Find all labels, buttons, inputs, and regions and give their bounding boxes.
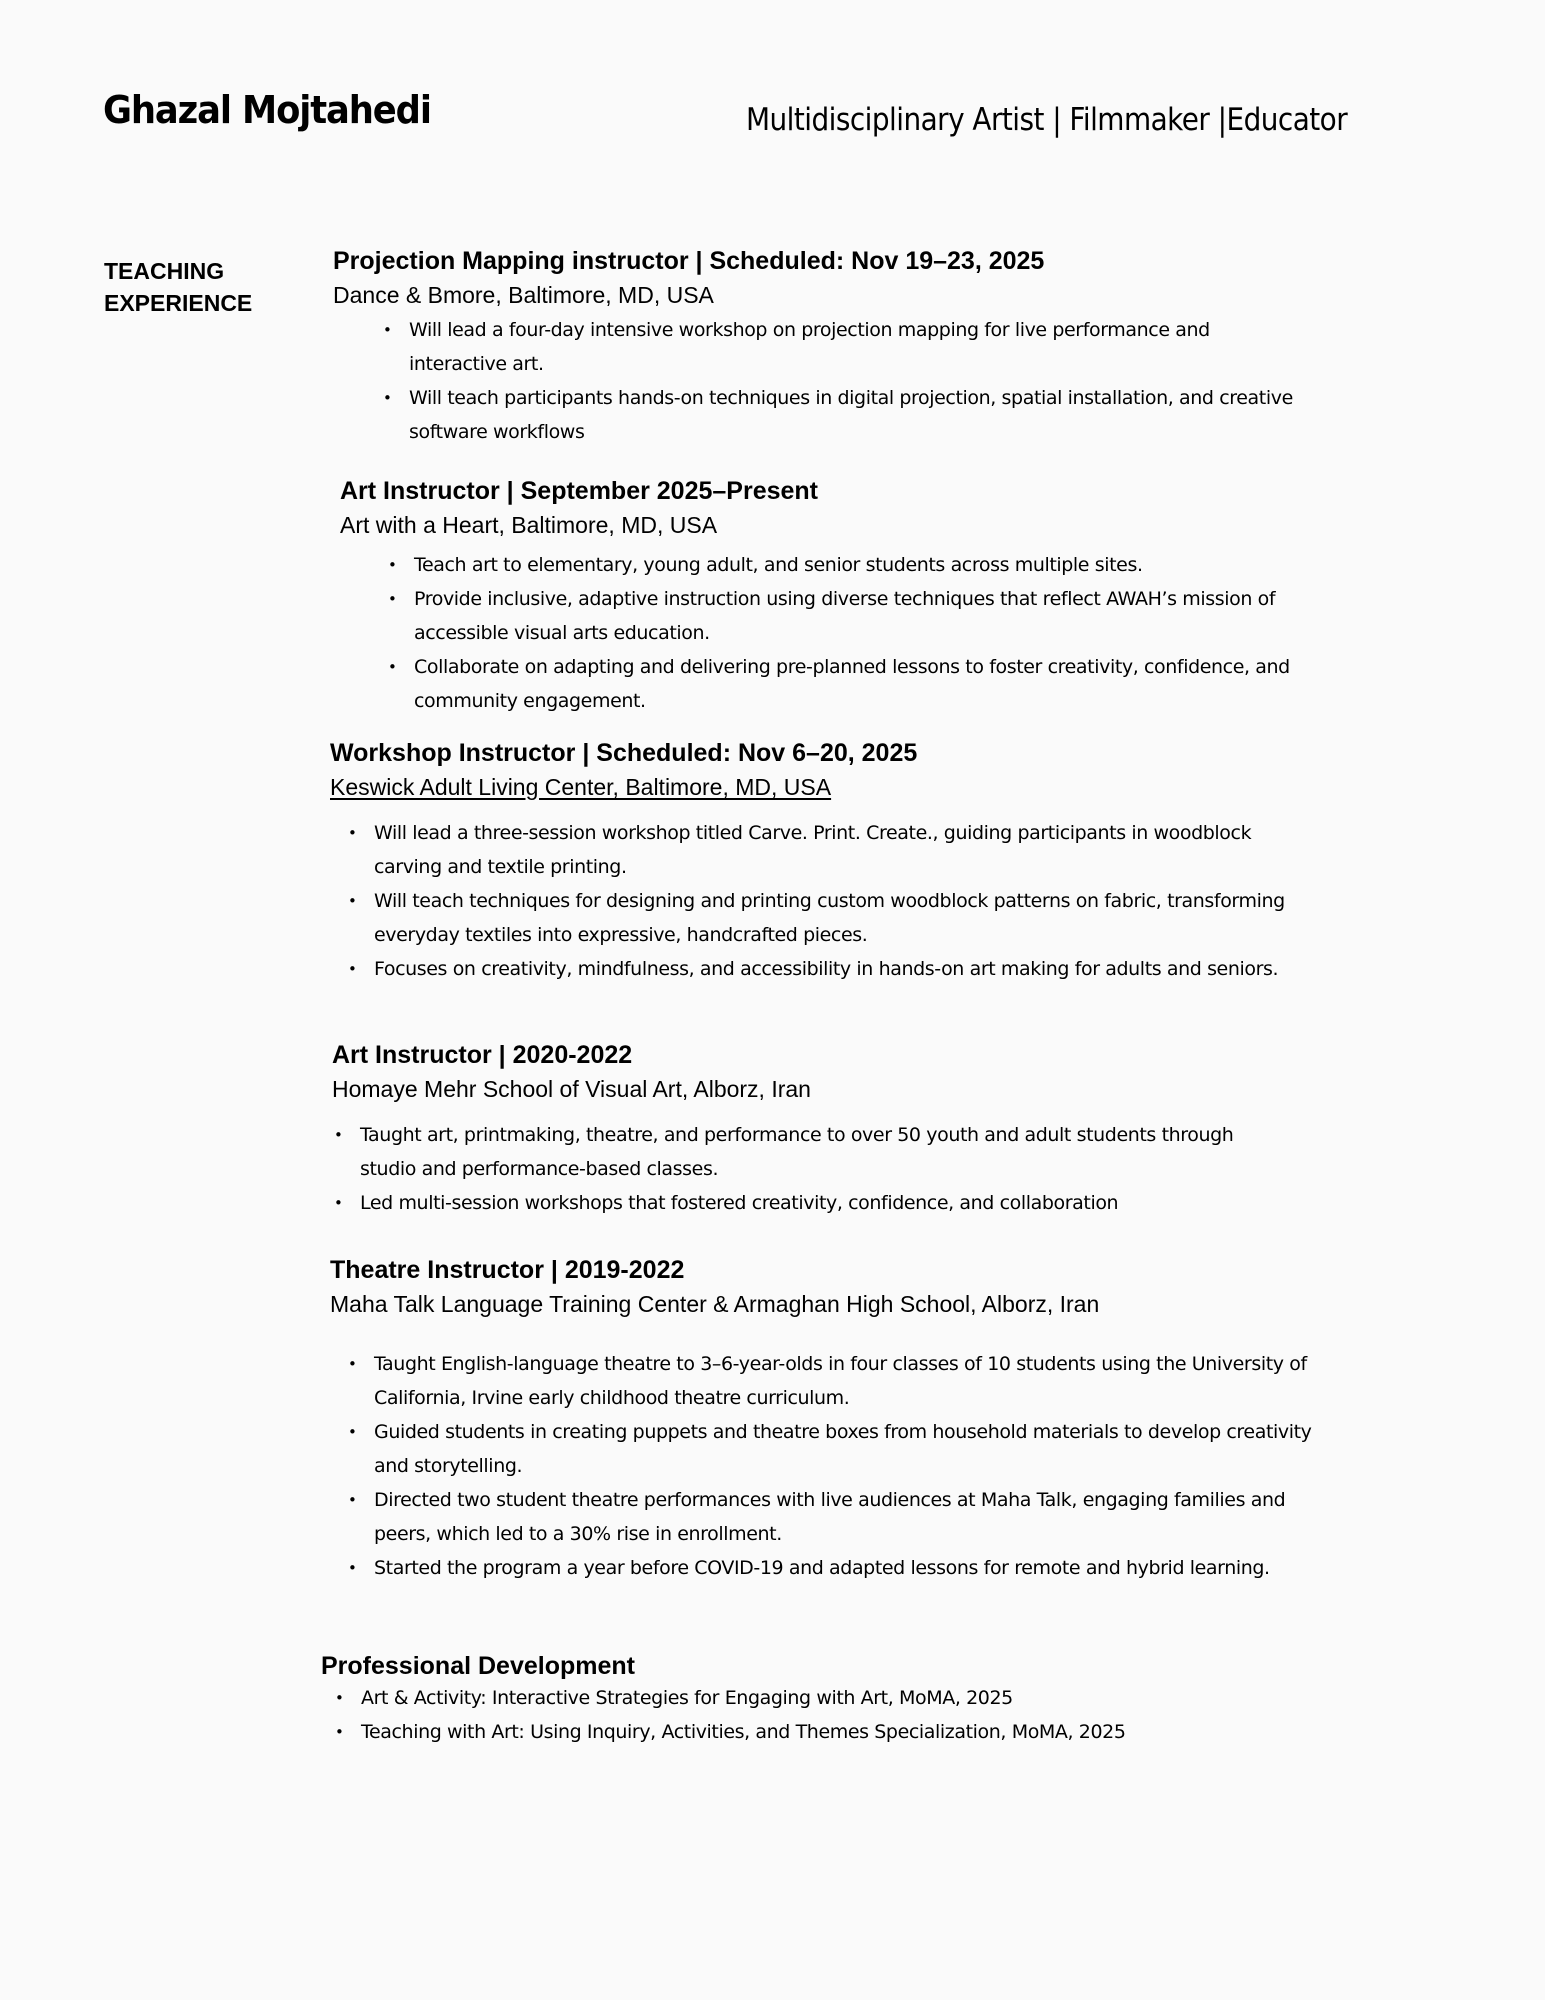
professional-development-section xyxy=(321,1649,1421,1749)
job-organization: Maha Talk Language Training Center & Armaghan High School, Alborz, Iran xyxy=(330,1291,1100,1317)
job-bullet: • Will teach techniques for designing and printing custom woodblock patterns on fabric, transforming everyday textiles into expressive, handcrafted pieces. xyxy=(348,884,1288,952)
job-bullet: • Guided students in creating puppets and theatre boxes from household materials to develop creativity and storytelling. xyxy=(348,1415,1318,1483)
job-bullet: • Taught art, printmaking, theatre, and performance to over 50 youth and adult students through studio and performance-based classes. xyxy=(334,1118,1254,1186)
job-organization: Dance & Bmore, Baltimore, MD, USA xyxy=(333,282,714,308)
job-title: Theatre Instructor | 2019-2022 xyxy=(330,1256,685,1284)
job-bullet: • Teach art to elementary, young adult, and senior students across multiple sites. xyxy=(388,548,1368,582)
professional-development-item: • Art & Activity: Interactive Strategies for Engaging with Art, MoMA, 2025 xyxy=(335,1681,1421,1715)
job-title: Art Instructor | September 2025–Present xyxy=(340,477,819,505)
job-entry xyxy=(333,244,1293,449)
professional-tagline: Multidisciplinary Artist | Filmmaker |Educator xyxy=(746,102,1348,138)
professional-development-item: • Teaching with Art: Using Inquiry, Activities, and Themes Specialization, MoMA, 2025 xyxy=(335,1715,1421,1749)
job-entry xyxy=(340,474,1340,718)
job-bullet: • Will lead a four-day intensive workshop on projection mapping for live performance and interactive art. xyxy=(383,313,1303,381)
job-bullet: • Collaborate on adapting and delivering pre-planned lessons to foster creativity, confidence, and community engagement. xyxy=(388,650,1368,718)
job-entry xyxy=(330,1253,1330,1585)
job-title: Art Instructor | 2020-2022 xyxy=(332,1041,633,1069)
job-title: Workshop Instructor | Scheduled: Nov 6–20, 2025 xyxy=(330,739,918,767)
job-bullet: • Will lead a three-session workshop titled Carve. Print. Create., guiding participants in woodblock carving and textile printing. xyxy=(348,816,1288,884)
section-label-line: TEACHING xyxy=(104,258,225,284)
job-organization: Homaye Mehr School of Visual Art, Alborz, Iran xyxy=(332,1076,811,1102)
professional-development-list xyxy=(335,1681,1421,1749)
job-bullet: • Directed two student theatre performances with live audiences at Maha Talk, engaging families and peers, which led to a 30% rise in enrollment. xyxy=(348,1483,1318,1551)
job-bullets xyxy=(348,816,1288,986)
job-bullet: • Led multi-session workshops that fostered creativity, confidence, and collaboration xyxy=(334,1186,1254,1220)
job-entry xyxy=(330,736,1330,986)
person-name: Ghazal Mojtahedi xyxy=(103,88,431,132)
job-bullet: • Focuses on creativity, mindfulness, and accessibility in hands-on art making for adults and seniors. xyxy=(348,952,1288,986)
job-organization-link[interactable]: Keswick Adult Living Center, Baltimore, MD, USA xyxy=(330,774,832,800)
job-bullets xyxy=(383,313,1303,449)
job-bullets xyxy=(334,1118,1254,1220)
job-bullet: • Provide inclusive, adaptive instruction using diverse techniques that reflect AWAH’s mission of accessible visual arts education. xyxy=(388,582,1368,650)
job-bullet: • Started the program a year before COVID-19 and adapted lessons for remote and hybrid learning. xyxy=(348,1551,1318,1585)
job-organization: Art with a Heart, Baltimore, MD, USA xyxy=(340,512,718,538)
section-heading-professional-development: Professional Development xyxy=(321,1652,635,1680)
job-bullet: • Taught English-language theatre to 3–6-year-olds in four classes of 10 students using the University of California, Irvine early childhood theatre curriculum. xyxy=(348,1347,1318,1415)
job-bullets xyxy=(388,548,1368,718)
job-entry xyxy=(332,1038,1332,1220)
job-bullet: • Will teach participants hands-on techniques in digital projection, spatial installation, and creative software workflows xyxy=(383,381,1303,449)
section-label-line: EXPERIENCE xyxy=(104,290,253,316)
section-label-teaching-experience xyxy=(104,255,252,319)
job-title: Projection Mapping instructor | Scheduled: Nov 19–23, 2025 xyxy=(333,247,1045,275)
job-bullets xyxy=(348,1347,1318,1585)
